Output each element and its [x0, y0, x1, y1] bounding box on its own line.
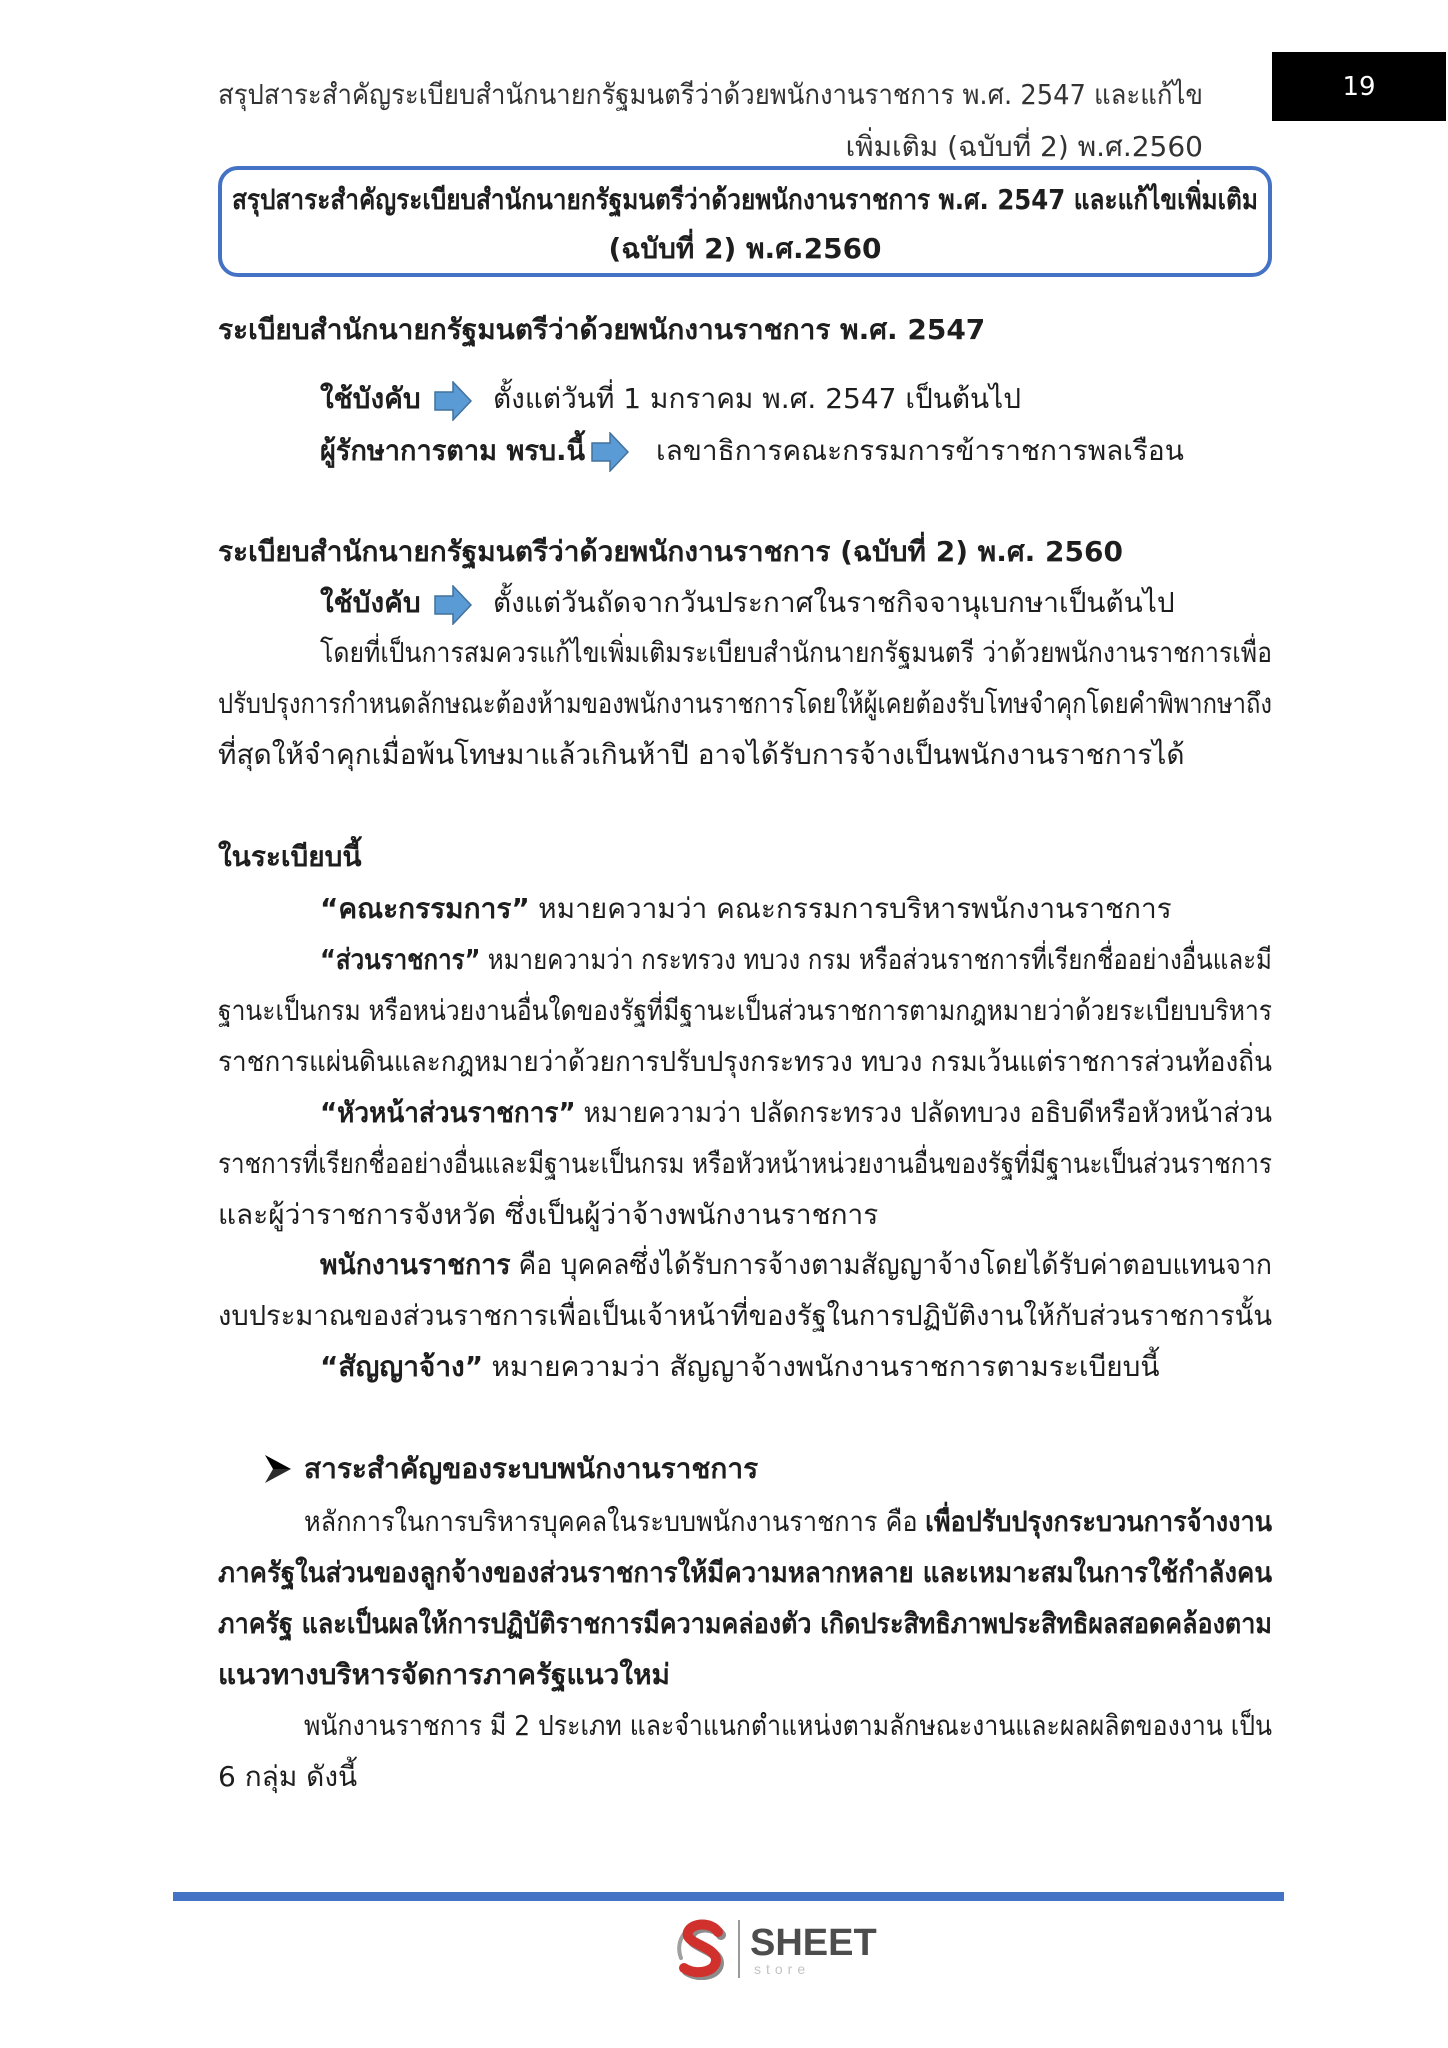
reg-2547-custodian-value: [656, 429, 1272, 473]
footer-logo: [672, 1914, 878, 1984]
page-number-box: [1272, 52, 1446, 121]
reg-2547-heading: [218, 308, 1272, 352]
definition-line: [320, 887, 1272, 931]
definition-line-text: [320, 887, 1172, 931]
principle-intro: หลักการในการบริหารบุคคลในระบบพนักงานราชการ คือ: [304, 1505, 918, 1538]
definition-continuation: [218, 1294, 1272, 1338]
definitions-heading-text: ในระเบียบนี้: [218, 840, 362, 873]
definition-continuation-text: ราชการที่เรียกชื่ออย่างอื่นและมีฐานะเป็นกรม หรือหัวหน้าหน่วยงานอื่นของรัฐที่มีฐานะเป็นส่วนราชการ: [218, 1147, 1273, 1180]
title-box: [218, 166, 1272, 277]
logo-word: SHEET: [750, 1922, 877, 1964]
title-box-text: สรุปสาระสำคัญระเบียบสำนักนายกรัฐมนตรีว่าด้วยพนักงานราชการ พ.ศ. 2547 และแก้ไขเพิ่มเติม: [232, 183, 1258, 216]
title-box-line-1: [232, 178, 1258, 222]
definition-continuation-text: ฐานะเป็นกรม หรือหน่วยงานอื่นใดของรัฐที่มีฐานะเป็นส่วนราชการตามกฎหมายว่าด้วยระเบียบบริหาร: [218, 994, 1273, 1027]
title-box-text: (ฉบับที่ 2) พ.ศ.2560: [608, 232, 882, 265]
header-title-line-1: [218, 73, 1203, 117]
definition-text: หมายความว่า สัญญาจ้างพนักงานราชการตามระเบียบนี้: [491, 1350, 1160, 1383]
definition-text: หมายความว่า กระทรวง ทบวง กรม หรือส่วนราชการที่เรียกชื่ออย่างอื่นและมี: [487, 943, 1272, 976]
header-title-line-2: [218, 125, 1203, 169]
rationale-text: ปรับปรุงการกำหนดลักษณะต้องห้ามของพนักงานราชการโดยให้ผู้เคยต้องรับโทษจำคุกโดยคำพิพากษาถึง: [218, 687, 1273, 720]
custodian-label-text: ผู้รักษาการตาม พรบ.นี้: [320, 434, 586, 467]
types-text: 6 กลุ่ม ดังนี้: [218, 1760, 358, 1793]
types-line: [218, 1755, 1272, 1799]
essence-heading-text: สาระสำคัญของระบบพนักงานราชการ: [304, 1452, 759, 1485]
reg-2560-heading: [218, 530, 1272, 574]
header-title-text: สรุปสาระสำคัญระเบียบสำนักนายกรัฐมนตรีว่าด้วยพนักงานราชการ พ.ศ. 2547 และแก้ไข: [218, 78, 1204, 111]
reg-2560-effective-label: [320, 581, 430, 625]
title-box-line-2: [232, 227, 1258, 271]
types-line: [304, 1704, 1272, 1748]
reg-2547-effective-value: [493, 377, 1272, 421]
rationale-text: ที่สุดให้จำคุกเมื่อพ้นโทษมาแล้วเกินห้าปี อาจได้รับการจ้างเป็นพนักงานราชการได้: [218, 738, 1185, 771]
effective-label-text: ใช้บังคับ: [320, 586, 421, 619]
definition-continuation: [218, 1193, 1272, 1237]
arrowhead-bullet-icon: [265, 1455, 291, 1483]
definition-continuation-text: ราชการแผ่นดินและกฎหมายว่าด้วยการปรับปรุงกระทรวง ทบวง กรมเว้นแต่ราชการส่วนท้องถิ่น: [218, 1045, 1272, 1078]
sheet-store-s-logo-icon: [672, 1916, 730, 1980]
custodian-value-text: เลขาธิการคณะกรรมการข้าราชการพลเรือน: [656, 434, 1184, 467]
definition-line: [320, 1243, 1272, 1287]
rationale-line: [218, 682, 1272, 726]
definition-line-text: [320, 1091, 1272, 1135]
principle-line: [218, 1602, 1272, 1646]
essence-heading: [304, 1447, 1272, 1491]
footer-rule: [173, 1892, 1284, 1901]
definition-continuation: [218, 1142, 1272, 1186]
definition-line-text: [320, 1345, 1160, 1389]
definition-term: “หัวหน้าส่วนราชการ”: [320, 1096, 576, 1129]
reg-2560-effective-value: [493, 581, 1272, 625]
effective-value-text: ตั้งแต่วันที่ 1 มกราคม พ.ศ. 2547 เป็นต้นไป: [493, 382, 1022, 415]
logo-subword: store: [754, 1961, 811, 1977]
types-text: พนักงานราชการ มี 2 ประเภท และจำแนกตำแหน่งตามลักษณะงานและผลผลิตของงาน เป็น: [304, 1709, 1273, 1742]
principle-line-text: [304, 1500, 1272, 1544]
effective-value-text: ตั้งแต่วันถัดจากวันประกาศในราชกิจจานุเบกษาเป็นต้นไป: [493, 586, 1175, 619]
rationale-text: โดยที่เป็นการสมควรแก้ไขเพิ่มเติมระเบียบสำนักนายกรัฐมนตรี ว่าด้วยพนักงานราชการเพื่อ: [320, 636, 1272, 669]
definitions-heading: [218, 835, 1272, 879]
principle-bold-text: แนวทางบริหารจัดการภาครัฐแนวใหม่: [218, 1658, 670, 1691]
principle-line: [218, 1551, 1272, 1595]
reg-2560-heading-text: ระเบียบสำนักนายกรัฐมนตรีว่าด้วยพนักงานราชการ (ฉบับที่ 2) พ.ศ. 2560: [218, 535, 1123, 568]
definition-text: หมายความว่า ปลัดกระทรวง ปลัดทบวง อธิบดีหรือหัวหน้าส่วน: [583, 1096, 1272, 1129]
definition-term: “ส่วนราชการ”: [320, 943, 481, 976]
right-arrow-icon: [591, 432, 629, 472]
principle-line: [218, 1653, 1272, 1697]
definition-line: [320, 1091, 1272, 1135]
definition-line: [320, 1345, 1272, 1389]
definition-continuation: [218, 989, 1272, 1033]
definition-line-text: [320, 938, 1272, 982]
right-arrow-icon: [434, 585, 472, 625]
principle-bold-text: ภาครัฐในส่วนของลูกจ้างของส่วนราชการให้มีความหลากหลาย และเหมาะสมในการใช้กำลังคน: [218, 1556, 1273, 1589]
rationale-line: [320, 631, 1272, 675]
definition-continuation-text: งบประมาณของส่วนราชการเพื่อเป็นเจ้าหน้าที่ของรัฐในการปฏิบัติงานให้กับส่วนราชการนั้น: [218, 1299, 1273, 1332]
definition-term: พนักงานราชการ: [320, 1248, 511, 1281]
reg-2547-custodian-label: [320, 429, 585, 473]
definition-line: [320, 938, 1272, 982]
header-title-text: เพิ่มเติม (ฉบับที่ 2) พ.ศ.2560: [845, 130, 1203, 163]
right-arrow-icon: [434, 381, 472, 421]
definition-text: หมายความว่า คณะกรรมการบริหารพนักงานราชการ: [538, 892, 1172, 925]
definition-term: “สัญญาจ้าง”: [320, 1350, 484, 1383]
definition-continuation: [218, 1040, 1272, 1084]
reg-2547-heading-text: ระเบียบสำนักนายกรัฐมนตรีว่าด้วยพนักงานราชการ พ.ศ. 2547: [218, 313, 986, 346]
logo-divider: [738, 1920, 740, 1978]
definition-continuation-text: และผู้ว่าราชการจังหวัด ซึ่งเป็นผู้ว่าจ้างพนักงานราชการ: [218, 1198, 879, 1231]
principle-bold-text: เพื่อปรับปรุงกระบวนการจ้างงาน: [925, 1505, 1273, 1538]
reg-2547-effective-label: [320, 377, 430, 421]
definition-text: คือ บุคคลซึ่งได้รับการจ้างตามสัญญาจ้างโดยได้รับค่าตอบแทนจาก: [518, 1248, 1273, 1281]
definition-term: “คณะกรรมการ”: [320, 892, 530, 925]
definition-line-text: [320, 1243, 1272, 1287]
page-number: 19: [1342, 71, 1376, 102]
principle-bold-text: ภาครัฐ และเป็นผลให้การปฏิบัติราชการมีความคล่องตัว เกิดประสิทธิภาพประสิทธิผลสอดคล้องตาม: [218, 1607, 1272, 1640]
rationale-line: [218, 733, 1272, 777]
effective-label-text: ใช้บังคับ: [320, 382, 421, 415]
principle-line: [304, 1500, 1272, 1544]
